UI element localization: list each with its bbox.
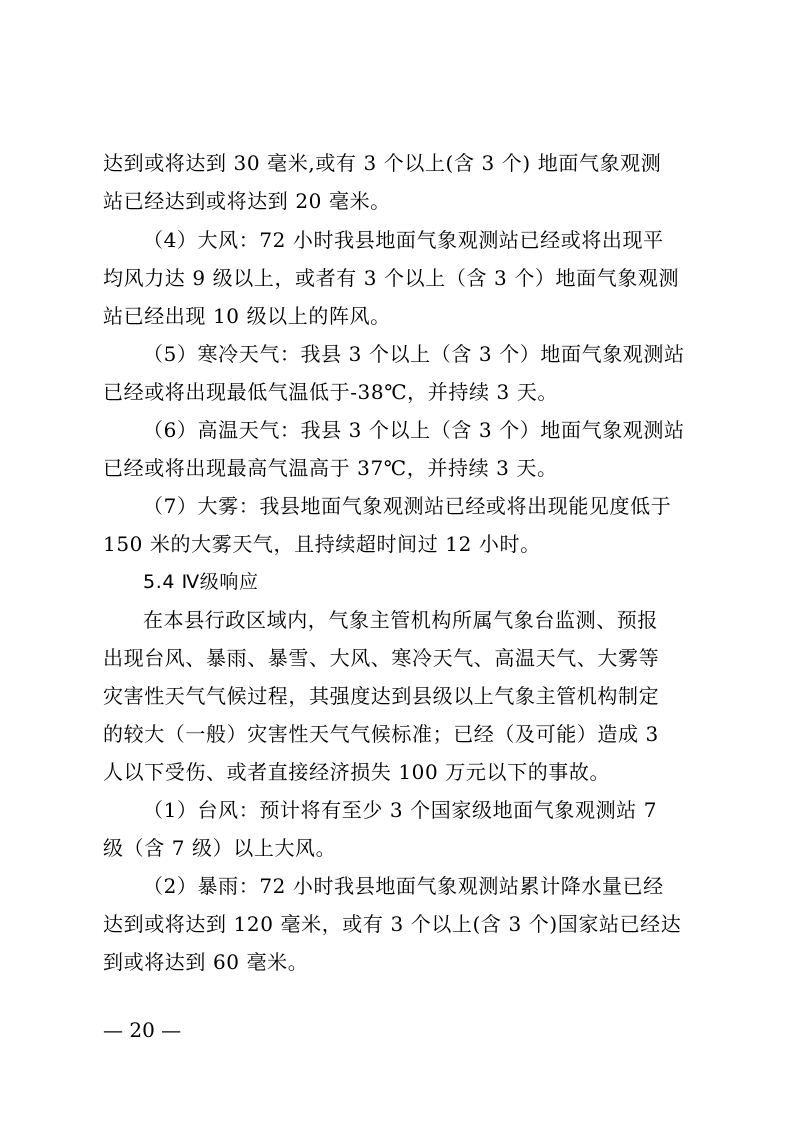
paragraph-heat: （6）高温天气：我县 3 个以上（含 3 个）地面气象观测站	[143, 418, 685, 442]
text-line: 站已经出现 10 级以上的阵风。	[103, 304, 391, 328]
text-line: 人以下受伤、或者直接经济损失 100 万元以下的事故。	[103, 760, 611, 784]
text-line: 的较大（一般）灾害性天气气候标准；已经（及可能）造成 3	[103, 722, 659, 746]
text-line: 出现台风、暴雨、暴雪、大风、寒冷天气、高温天气、大雾等	[103, 646, 660, 670]
section-heading: 5.4 Ⅳ级响应	[143, 571, 259, 593]
text-line: 已经或将出现最低气温低于-38℃，并持续 3 天。	[103, 380, 559, 404]
paragraph-fog: （7）大雾：我县地面气象观测站已经或将出现能见度低于	[143, 494, 672, 518]
text-line: 150 米的大雾天气，且持续超时间过 12 小时。	[103, 532, 541, 556]
paragraph-wind: （4）大风：72 小时我县地面气象观测站已经或将出现平	[143, 228, 664, 252]
paragraph-level4: 在本县行政区域内，气象主管机构所属气象台监测、预报	[143, 608, 658, 632]
paragraph-typhoon: （1）台风：预计将有至少 3 个国家级地面气象观测站 7	[143, 798, 658, 822]
paragraph-rainstorm: （2）暴雨：72 小时我县地面气象观测站累计降水量已经	[143, 874, 664, 898]
text-line: 站已经达到或将达到 20 毫米。	[103, 189, 391, 213]
text-line: 已经或将出现最高气温高于 37℃，并持续 3 天。	[103, 456, 558, 480]
paragraph-cold: （5）寒冷天气：我县 3 个以上（含 3 个）地面气象观测站	[143, 342, 685, 366]
text-line: 级（含 7 级）以上大风。	[103, 836, 337, 860]
page-number: — 20 —	[103, 1018, 182, 1042]
text-line: 达到或将达到 120 毫米，或有 3 个以上(含 3 个)国家站已经达	[103, 912, 682, 936]
text-line: 到或将达到 60 毫米。	[103, 950, 309, 974]
text-line: 均风力达 9 级以上，或者有 3 个以上（含 3 个）地面气象观测	[103, 266, 680, 290]
text-line: 灾害性天气气候过程，其强度达到县级以上气象主管机构制定	[103, 684, 660, 708]
text-line: 达到或将达到 30 毫米,或有 3 个以上(含 3 个) 地面气象观测	[103, 151, 662, 175]
